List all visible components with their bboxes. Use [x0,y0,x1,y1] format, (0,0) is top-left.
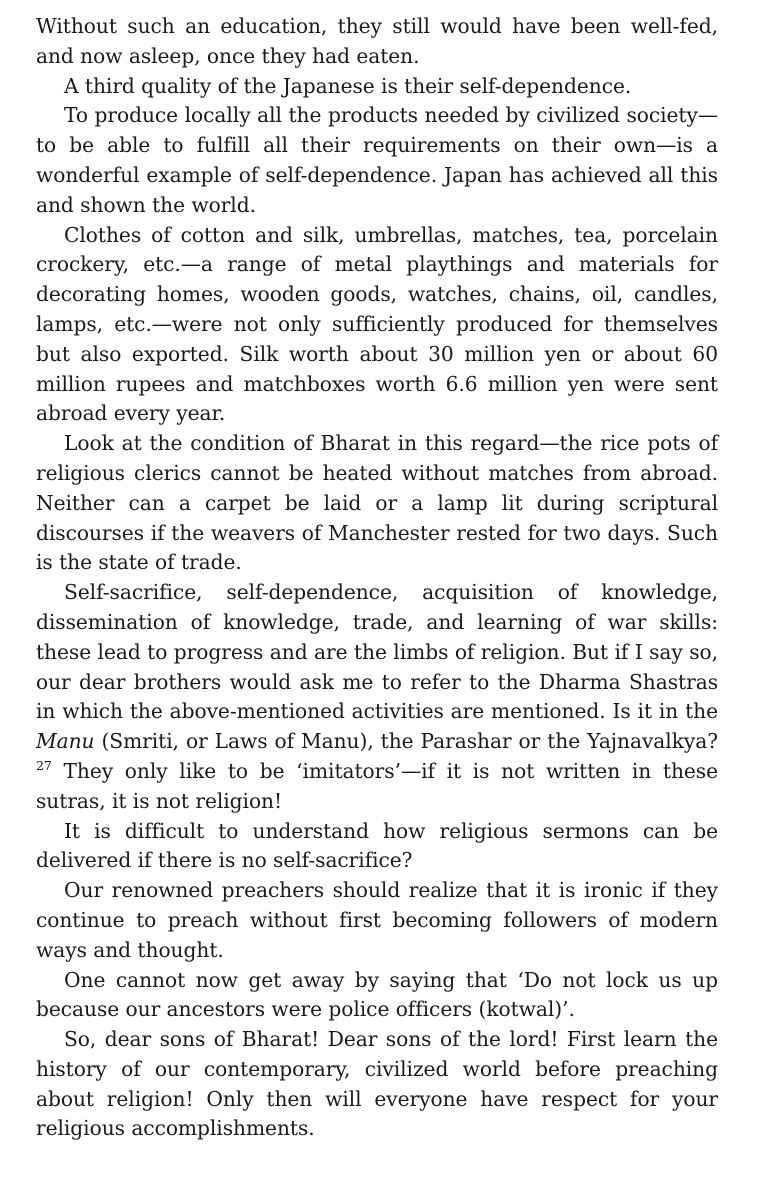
footnote-marker[interactable]: 27 [36,757,52,773]
paragraph-6 [36,578,718,816]
paragraph-10: So, dear sons of Bharat! Dear sons of the lord! First learn the history of our contemporary, civilized world before preaching about religion! Only then will everyone have respect for your religious accomplishments. [36,1027,718,1141]
paragraph-7: It is difficult to understand how religious sermons can be delivered if there is no self-sacrifice? [36,818,718,873]
paragraph-5: Look at the condition of Bharat in this regard—the rice pots of religious clerics cannot be heated without matches from abroad. Neither can a carpet be laid or a lamp lit during scriptural discourses if the weavers of Manchester rested for two days. Such is the state of trade. [36,431,718,575]
paragraph-9: One cannot now get away by saying that ‘Do not lock us up because our ancestors were police officers (kotwal)’. [36,967,718,1022]
paragraph-6-text-middle: (Smriti, or Laws of Manu), the Parashar or the Yajnavalkya? [94,729,718,754]
paragraph-1: Without such an education, they still would have been well-fed, and now asleep, once they had eaten. [36,14,718,68]
paragraph-2: A third quality of the Japanese is their self-dependence. [64,73,632,98]
paragraph-6-text-before: Self-sacrifice, self-dependence, acquisition of knowledge, dissemination of knowledge, trade, and learning of war skills: these lead to progress and are the limbs of religion. But if I say so, our dear brothers would ask me to refer to the Dharma Shastras in which the above-mentioned activities are mentioned. Is it in the [36,580,718,724]
paragraph-4: Clothes of cotton and silk, umbrellas, matches, tea, porcelain crockery, etc.—a range of metal playthings and materials for decorating homes, wooden goods, watches, chains, oil, candles, lamps, etc.—were not only sufficiently produced for themselves but also exported. Silk worth about 30 million yen or about 60 million rupees and matchboxes worth 6.6 million yen were sent abroad every year. [36,222,718,426]
paragraph-8: Our renowned preachers should realize that it is ironic if they continue to preach without first becoming followers of modern ways and thought. [36,878,718,962]
manu-italic: Manu [36,729,95,754]
paragraph-3: To produce locally all the products needed by civilized society—to be able to fulfill all their requirements on their own—is a wonderful example of self-dependence. Japan has achieved all this and shown the world. [36,103,718,217]
paragraph-6-text-after: They only like to be ‘imitators’—if it is not written in these sutras, it is not religion! [36,758,718,813]
